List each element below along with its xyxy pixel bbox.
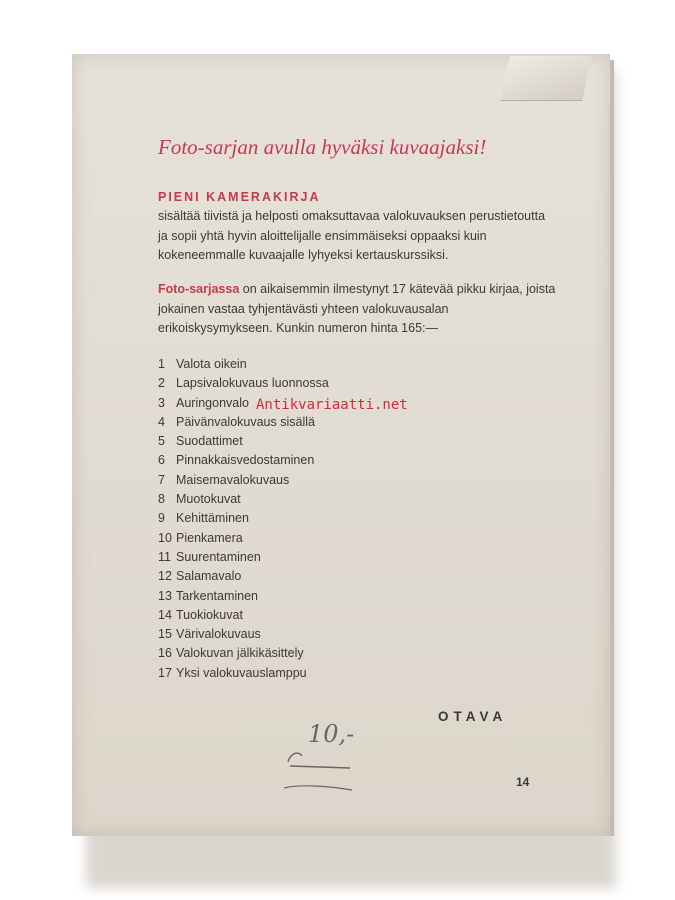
series-title-item — [158, 415, 329, 434]
title-text: Muotokuvat — [176, 492, 241, 507]
title-number: 11 — [158, 549, 171, 564]
series-title-item — [158, 376, 329, 395]
series-title-item — [158, 511, 329, 530]
title-text: Suurentaminen — [176, 549, 261, 564]
book-heading: PIENI KAMERAKIRJA — [158, 190, 321, 204]
series-title-item — [158, 608, 329, 627]
description-paragraph: sisältää tiivistä ja helposti omaksuttavaa valokuvauksen perustietoutta ja sopii yhtä hyvin aloittelijalle ensimmäiseksi oppaaksi kuin kokeneemmalle kuvaajalle lyhyeksi kertauskurssiksi. — [158, 209, 546, 262]
title-number: 3 — [158, 395, 165, 410]
series-paragraph — [158, 280, 558, 339]
series-text: on aikaisemmin ilmestynyt 17 kätevää pikku kirjaa, joista jokainen vastaa tyhjentävästi yhteen valokuvausalan erikoiskysymykseen. Kunkin numeron hinta 165:— — [158, 282, 556, 335]
title-number: 16 — [158, 646, 172, 661]
title-text: Yksi valokuvauslamppu — [176, 665, 307, 680]
pencil-underline — [284, 786, 352, 790]
title-text: Päivänvalokuvaus sisällä — [176, 414, 315, 429]
title-number: 5 — [158, 434, 165, 449]
title-number: 15 — [158, 627, 172, 642]
title-text: Valota oikein — [176, 357, 247, 371]
title-number: 7 — [158, 472, 165, 487]
title-number: 13 — [158, 588, 172, 603]
title-text: Pienkamera — [176, 530, 243, 545]
series-title-item — [158, 492, 329, 511]
series-title-item — [158, 357, 329, 376]
title-number: 2 — [158, 376, 165, 391]
watermark: Antikvariaatti.net — [256, 397, 408, 413]
series-title-item — [158, 589, 329, 608]
title-text: Tuokiokuvat — [176, 607, 243, 622]
title-text: Auringonvalo — [176, 395, 249, 410]
title-number: 8 — [158, 492, 165, 507]
series-title-item — [158, 666, 329, 685]
series-title-item — [158, 550, 329, 569]
series-title-item — [158, 531, 329, 550]
title-number: 10 — [158, 530, 172, 545]
series-name: Foto-sarjassa — [158, 282, 240, 296]
pencil-scribble — [288, 753, 350, 768]
title-text: Värivalokuvaus — [176, 627, 261, 642]
series-title-item — [158, 434, 329, 453]
title-text: Pinnakkaisvedostaminen — [176, 453, 315, 468]
pencil-price-note — [280, 712, 390, 802]
title-number: 6 — [158, 453, 165, 468]
title-text: Suodattimet — [176, 434, 243, 449]
page-number: 14 — [516, 775, 530, 789]
title-text: Maisemavalokuvaus — [176, 472, 290, 487]
slogan: Foto-sarjan avulla hyväksi kuvaajaksi! — [158, 135, 487, 159]
series-title-item — [158, 569, 329, 588]
series-title-item — [158, 627, 329, 646]
series-title-item — [158, 473, 329, 492]
title-text: Lapsivalokuvaus luonnossa — [176, 376, 329, 391]
title-text: Tarkentaminen — [176, 588, 258, 603]
title-text: Kehittäminen — [176, 511, 249, 526]
title-text: Valokuvan jälkikäsittely — [176, 646, 304, 661]
title-number: 4 — [158, 414, 165, 429]
publisher: OTAVA — [438, 709, 508, 724]
title-number: 17 — [158, 665, 172, 680]
title-number: 1 — [158, 357, 165, 371]
title-number: 9 — [158, 511, 165, 526]
title-number: 12 — [158, 569, 172, 584]
title-text: Salamavalo — [176, 569, 242, 584]
series-title-item — [158, 646, 329, 665]
series-title-item — [158, 453, 329, 472]
title-number: 14 — [158, 607, 172, 622]
pencil-note-text: 10,- — [308, 720, 355, 748]
